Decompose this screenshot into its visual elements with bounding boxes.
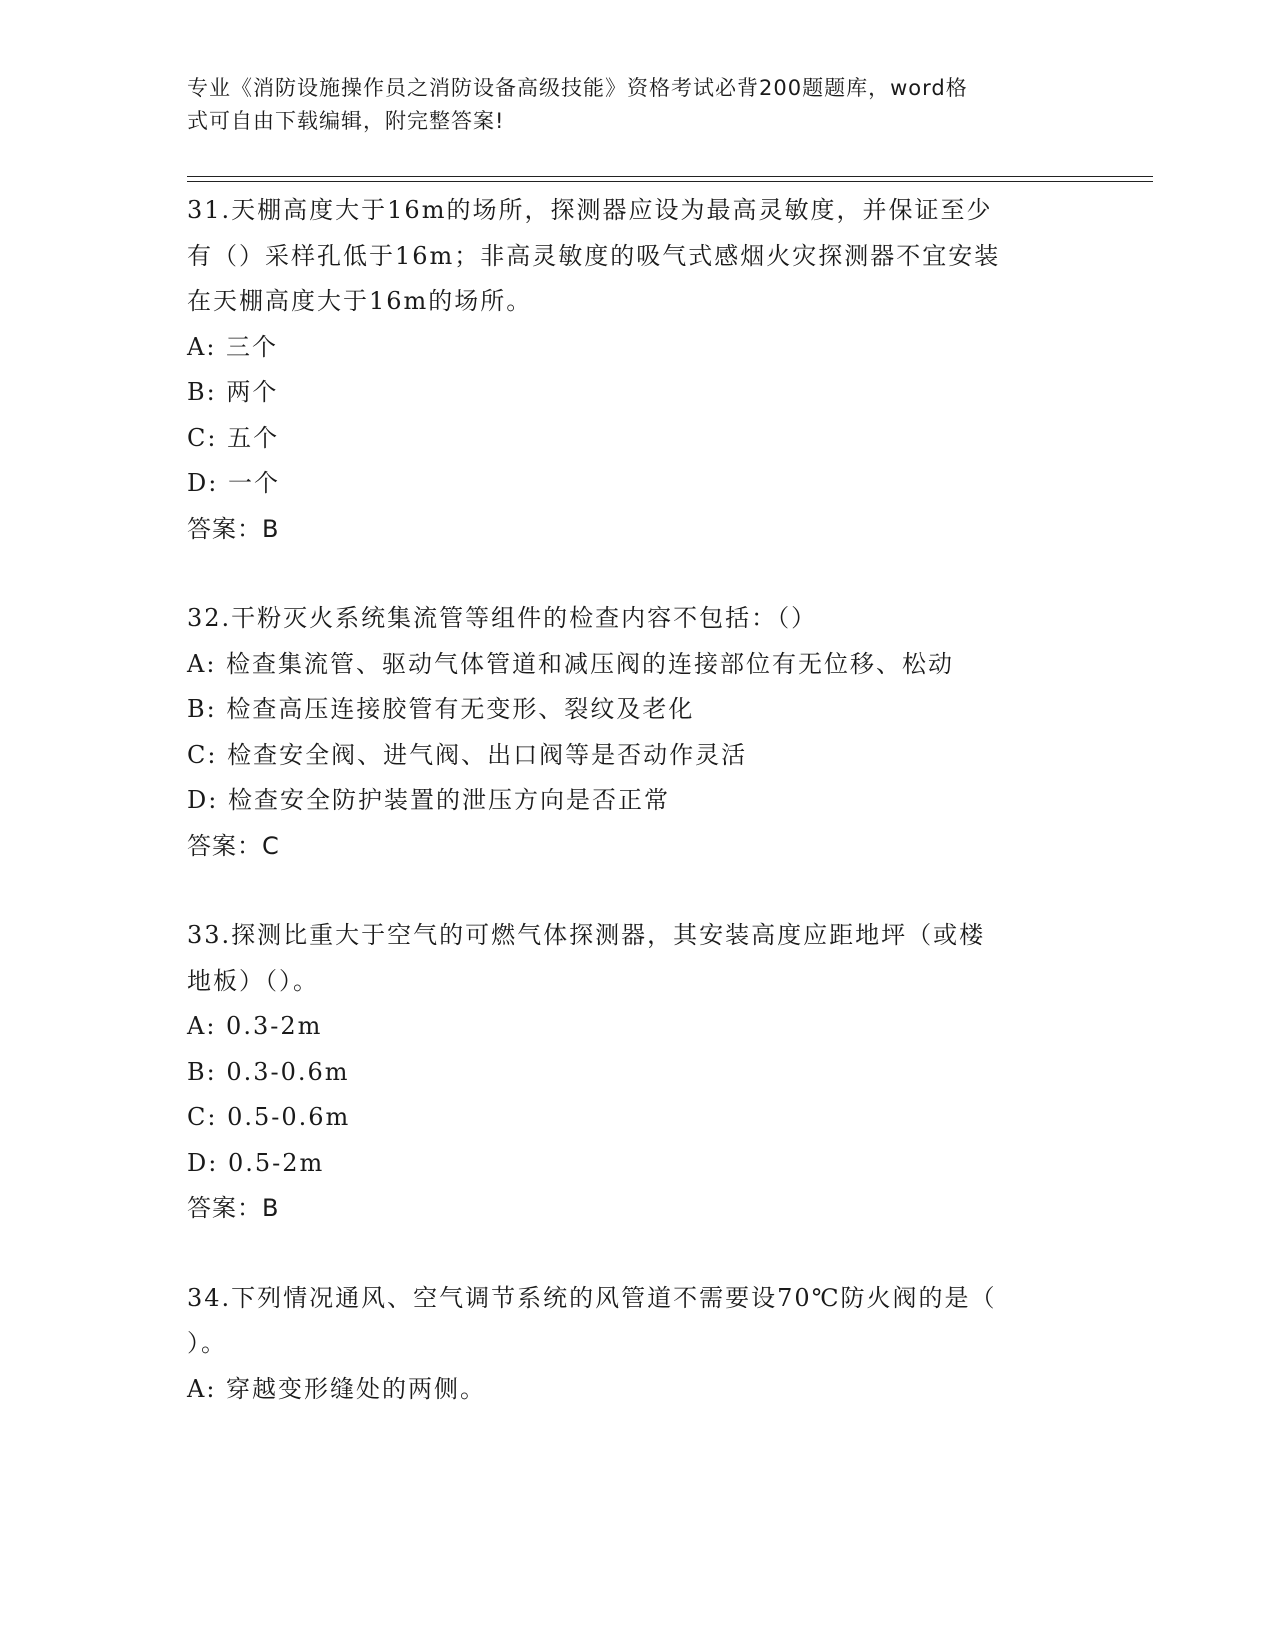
question-32 — [187, 596, 1087, 869]
question-text-line: 在天棚高度大于16m的场所。 — [187, 287, 533, 315]
option-d: D: 0.5-2m — [187, 1148, 325, 1177]
option-b: B: 0.3-0.6m — [187, 1057, 350, 1086]
header-divider-top — [187, 176, 1153, 177]
question-33 — [187, 913, 1087, 1232]
header-line-1: 专业《消防设施操作员之消防设备高级技能》资格考试必背200题题库，word格 — [187, 76, 968, 100]
option-c: C: 0.5-0.6m — [187, 1103, 351, 1131]
option-b: B: 检查高压连接胶管有无变形、裂纹及老化 — [187, 695, 695, 723]
option-a: A: 三个 — [187, 332, 279, 361]
question-text-line: 34.下列情况通风、空气调节系统的风管道不需要设70℃防火阀的是（ — [187, 1283, 997, 1312]
header-line-2: 式可自由下载编辑，附完整答案! — [187, 109, 505, 133]
question-text-line: 有（）采样孔低于16m；非高灵敏度的吸气式感烟火灾探测器不宜安装 — [187, 241, 1001, 270]
question-text-line: ）。 — [187, 1329, 227, 1357]
question-text-line: 33.探测比重大于空气的可燃气体探测器，其安装高度应距地坪（或楼 — [187, 921, 986, 949]
question-text-line: 31.天棚高度大于16m的场所，探测器应设为最高灵敏度，并保证至少 — [187, 196, 993, 224]
option-a: A: 0.3-2m — [187, 1012, 323, 1040]
question-34 — [187, 1276, 1087, 1413]
option-c: C: 检查安全阀、进气阀、出口阀等是否动作灵活 — [187, 740, 748, 769]
question-text-line: 地板）（）。 — [187, 966, 319, 995]
answer: 答案：C — [187, 831, 280, 860]
answer: 答案：B — [187, 514, 280, 543]
option-a: A: 检查集流管、驱动气体管道和减压阀的连接部位有无位移、松动 — [187, 649, 955, 678]
option-a: A: 穿越变形缝处的两侧。 — [187, 1374, 487, 1403]
option-d: D: 一个 — [187, 469, 280, 497]
question-text-line: 32.干粉灭火系统集流管等组件的检查内容不包括：（） — [187, 604, 818, 632]
question-list — [187, 188, 1087, 1456]
question-31 — [187, 188, 1087, 552]
document-header — [187, 72, 1067, 138]
option-b: B: 两个 — [187, 378, 279, 406]
option-c: C: 五个 — [187, 423, 280, 452]
answer: 答案：B — [187, 1194, 280, 1222]
option-d: D: 检查安全防护装置的泄压方向是否正常 — [187, 786, 670, 814]
header-divider-bottom — [187, 181, 1153, 182]
